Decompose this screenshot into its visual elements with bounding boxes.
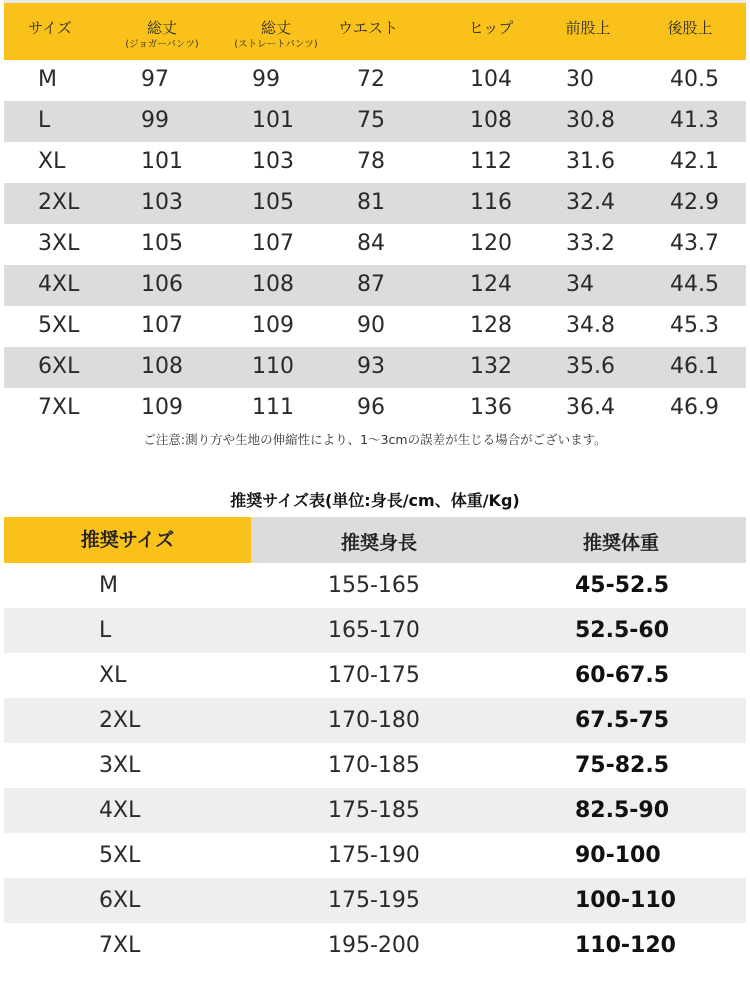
- cell-back-rise: 45.3: [670, 313, 719, 338]
- cell-length-jogger: 105: [141, 231, 183, 256]
- cell-recommended-height: 170-175: [328, 663, 420, 688]
- cell-back-rise: 42.9: [670, 190, 719, 215]
- cell-recommended-height: 195-200: [328, 933, 420, 958]
- cell-length-straight: 107: [252, 231, 294, 256]
- cell-size: XL: [38, 149, 66, 174]
- cell-recommended-height: 170-185: [328, 753, 420, 778]
- cell-length-straight: 109: [252, 313, 294, 338]
- size-chart-rows: [4, 60, 746, 429]
- cell-size: 6XL: [38, 354, 80, 379]
- size-row: [4, 183, 746, 224]
- cell-recommended-size: XL: [99, 663, 127, 688]
- cell-length-straight: 103: [252, 149, 294, 174]
- cell-length-straight: 110: [252, 354, 294, 379]
- cell-size: L: [38, 108, 51, 133]
- header-length-straight: [234, 17, 317, 50]
- cell-front-rise: 31.6: [566, 149, 615, 174]
- cell-recommended-height: 165-170: [328, 618, 420, 643]
- header-length-straight-label: 総丈: [260, 19, 292, 37]
- recommend-row: [4, 608, 746, 653]
- header-recommended-size: 推奨サイズ: [4, 517, 251, 563]
- cell-size: 5XL: [38, 313, 80, 338]
- cell-recommended-height: 175-195: [328, 888, 420, 913]
- cell-recommended-height: 175-190: [328, 843, 420, 868]
- cell-length-jogger: 103: [141, 190, 183, 215]
- cell-recommended-size: L: [99, 618, 112, 643]
- size-row: [4, 142, 746, 183]
- cell-waist: 81: [357, 190, 385, 215]
- size-row: [4, 388, 746, 429]
- cell-front-rise: 32.4: [566, 190, 615, 215]
- cell-front-rise: 34: [566, 272, 594, 297]
- recommend-row: [4, 698, 746, 743]
- cell-recommended-size: 3XL: [99, 753, 141, 778]
- cell-recommended-weight: 100-110: [575, 888, 676, 913]
- header-front-rise: [565, 17, 610, 38]
- cell-recommended-height: 170-180: [328, 708, 420, 733]
- cell-recommended-size: 5XL: [99, 843, 141, 868]
- header-waist: [338, 17, 398, 38]
- cell-size: 2XL: [38, 190, 80, 215]
- cell-waist: 90: [357, 313, 385, 338]
- size-row: [4, 60, 746, 101]
- cell-back-rise: 43.7: [670, 231, 719, 256]
- recommend-row: [4, 563, 746, 608]
- cell-recommended-weight: 52.5-60: [575, 618, 670, 643]
- cell-front-rise: 34.8: [566, 313, 615, 338]
- header-length-jogger-label: 総丈: [146, 19, 177, 37]
- header-front-rise-label: 前股上: [565, 19, 611, 37]
- cell-length-straight: 99: [252, 67, 280, 92]
- cell-waist: 75: [357, 108, 385, 133]
- cell-front-rise: 33.2: [566, 231, 615, 256]
- cell-size: 7XL: [38, 395, 80, 420]
- header-waist-label: ウエスト: [337, 19, 399, 37]
- header-length-straight-sub: (ストレートパンツ): [234, 39, 318, 50]
- cell-front-rise: 35.6: [566, 354, 615, 379]
- cell-hip: 116: [470, 190, 512, 215]
- cell-length-straight: 101: [252, 108, 294, 133]
- cell-front-rise: 30.8: [566, 108, 615, 133]
- recommend-row: [4, 788, 746, 833]
- cell-length-jogger: 97: [141, 67, 169, 92]
- cell-hip: 128: [470, 313, 512, 338]
- cell-waist: 84: [357, 231, 385, 256]
- cell-recommended-size: 7XL: [99, 933, 141, 958]
- size-chart-header: [4, 0, 746, 60]
- header-hip-label: ヒップ: [468, 19, 514, 37]
- cell-front-rise: 36.4: [566, 395, 615, 420]
- cell-hip: 108: [470, 108, 512, 133]
- cell-recommended-size: 2XL: [99, 708, 141, 733]
- header-size-label: サイズ: [28, 19, 72, 37]
- cell-size: 4XL: [38, 272, 80, 297]
- cell-hip: 120: [470, 231, 512, 256]
- recommend-row: [4, 743, 746, 788]
- header-length-jogger: [125, 17, 198, 50]
- cell-recommended-height: 155-165: [328, 573, 420, 598]
- recommend-row: [4, 923, 746, 968]
- recommend-table-header: [4, 517, 746, 563]
- cell-waist: 72: [357, 67, 385, 92]
- cell-recommended-height: 175-185: [328, 798, 420, 823]
- header-size: [28, 17, 72, 38]
- cell-front-rise: 30: [566, 67, 594, 92]
- size-row: [4, 101, 746, 142]
- header-recommended-height: 推奨身長: [340, 532, 418, 554]
- cell-length-straight: 111: [252, 395, 294, 420]
- cell-hip: 104: [470, 67, 512, 92]
- cell-length-jogger: 101: [141, 149, 183, 174]
- cell-recommended-weight: 60-67.5: [575, 663, 670, 688]
- cell-length-jogger: 109: [141, 395, 183, 420]
- cell-hip: 132: [470, 354, 512, 379]
- size-chart-table: [4, 0, 746, 429]
- cell-size: 3XL: [38, 231, 80, 256]
- cell-recommended-weight: 110-120: [575, 933, 676, 958]
- cell-back-rise: 40.5: [670, 67, 719, 92]
- cell-hip: 112: [470, 149, 512, 174]
- cell-back-rise: 46.1: [670, 354, 719, 379]
- size-row: [4, 306, 746, 347]
- recommend-table-title: 推奨サイズ表(単位:身長/cm、体重/Kg): [230, 491, 520, 510]
- cell-recommended-weight: 75-82.5: [575, 753, 670, 778]
- cell-back-rise: 46.9: [670, 395, 719, 420]
- cell-recommended-weight: 67.5-75: [575, 708, 670, 733]
- header-recommended-weight: 推奨体重: [582, 532, 660, 554]
- recommend-row: [4, 833, 746, 878]
- cell-recommended-weight: 45-52.5: [575, 573, 670, 598]
- header-back-rise: [667, 17, 712, 38]
- header-length-jogger-sub: (ジョガーパンツ): [125, 39, 199, 50]
- cell-length-jogger: 106: [141, 272, 183, 297]
- recommend-row: [4, 653, 746, 698]
- size-row: [4, 224, 746, 265]
- recommend-row: [4, 878, 746, 923]
- measurement-note: ご注意:測り方や生地の伸縮性により、1〜3cmの誤差が生じる場合がございます。: [143, 432, 607, 447]
- cell-back-rise: 41.3: [670, 108, 719, 133]
- cell-recommended-weight: 90-100: [575, 843, 661, 868]
- cell-waist: 87: [357, 272, 385, 297]
- header-hip: [469, 17, 514, 38]
- cell-recommended-size: 4XL: [99, 798, 141, 823]
- cell-recommended-size: M: [99, 573, 118, 598]
- cell-length-jogger: 107: [141, 313, 183, 338]
- cell-recommended-weight: 82.5-90: [575, 798, 670, 823]
- cell-length-straight: 105: [252, 190, 294, 215]
- header-back-rise-label: 後股上: [667, 19, 713, 37]
- cell-size: M: [38, 67, 57, 92]
- cell-waist: 96: [357, 395, 385, 420]
- cell-length-jogger: 108: [141, 354, 183, 379]
- cell-waist: 93: [357, 354, 385, 379]
- cell-back-rise: 44.5: [670, 272, 719, 297]
- cell-length-straight: 108: [252, 272, 294, 297]
- cell-waist: 78: [357, 149, 385, 174]
- recommend-table-rows: [4, 563, 746, 968]
- size-row: [4, 265, 746, 306]
- size-row: [4, 347, 746, 388]
- cell-back-rise: 42.1: [670, 149, 719, 174]
- cell-recommended-size: 6XL: [99, 888, 141, 913]
- header-gray-band: [251, 517, 746, 563]
- cell-length-jogger: 99: [141, 108, 169, 133]
- cell-hip: 136: [470, 395, 512, 420]
- cell-hip: 124: [470, 272, 512, 297]
